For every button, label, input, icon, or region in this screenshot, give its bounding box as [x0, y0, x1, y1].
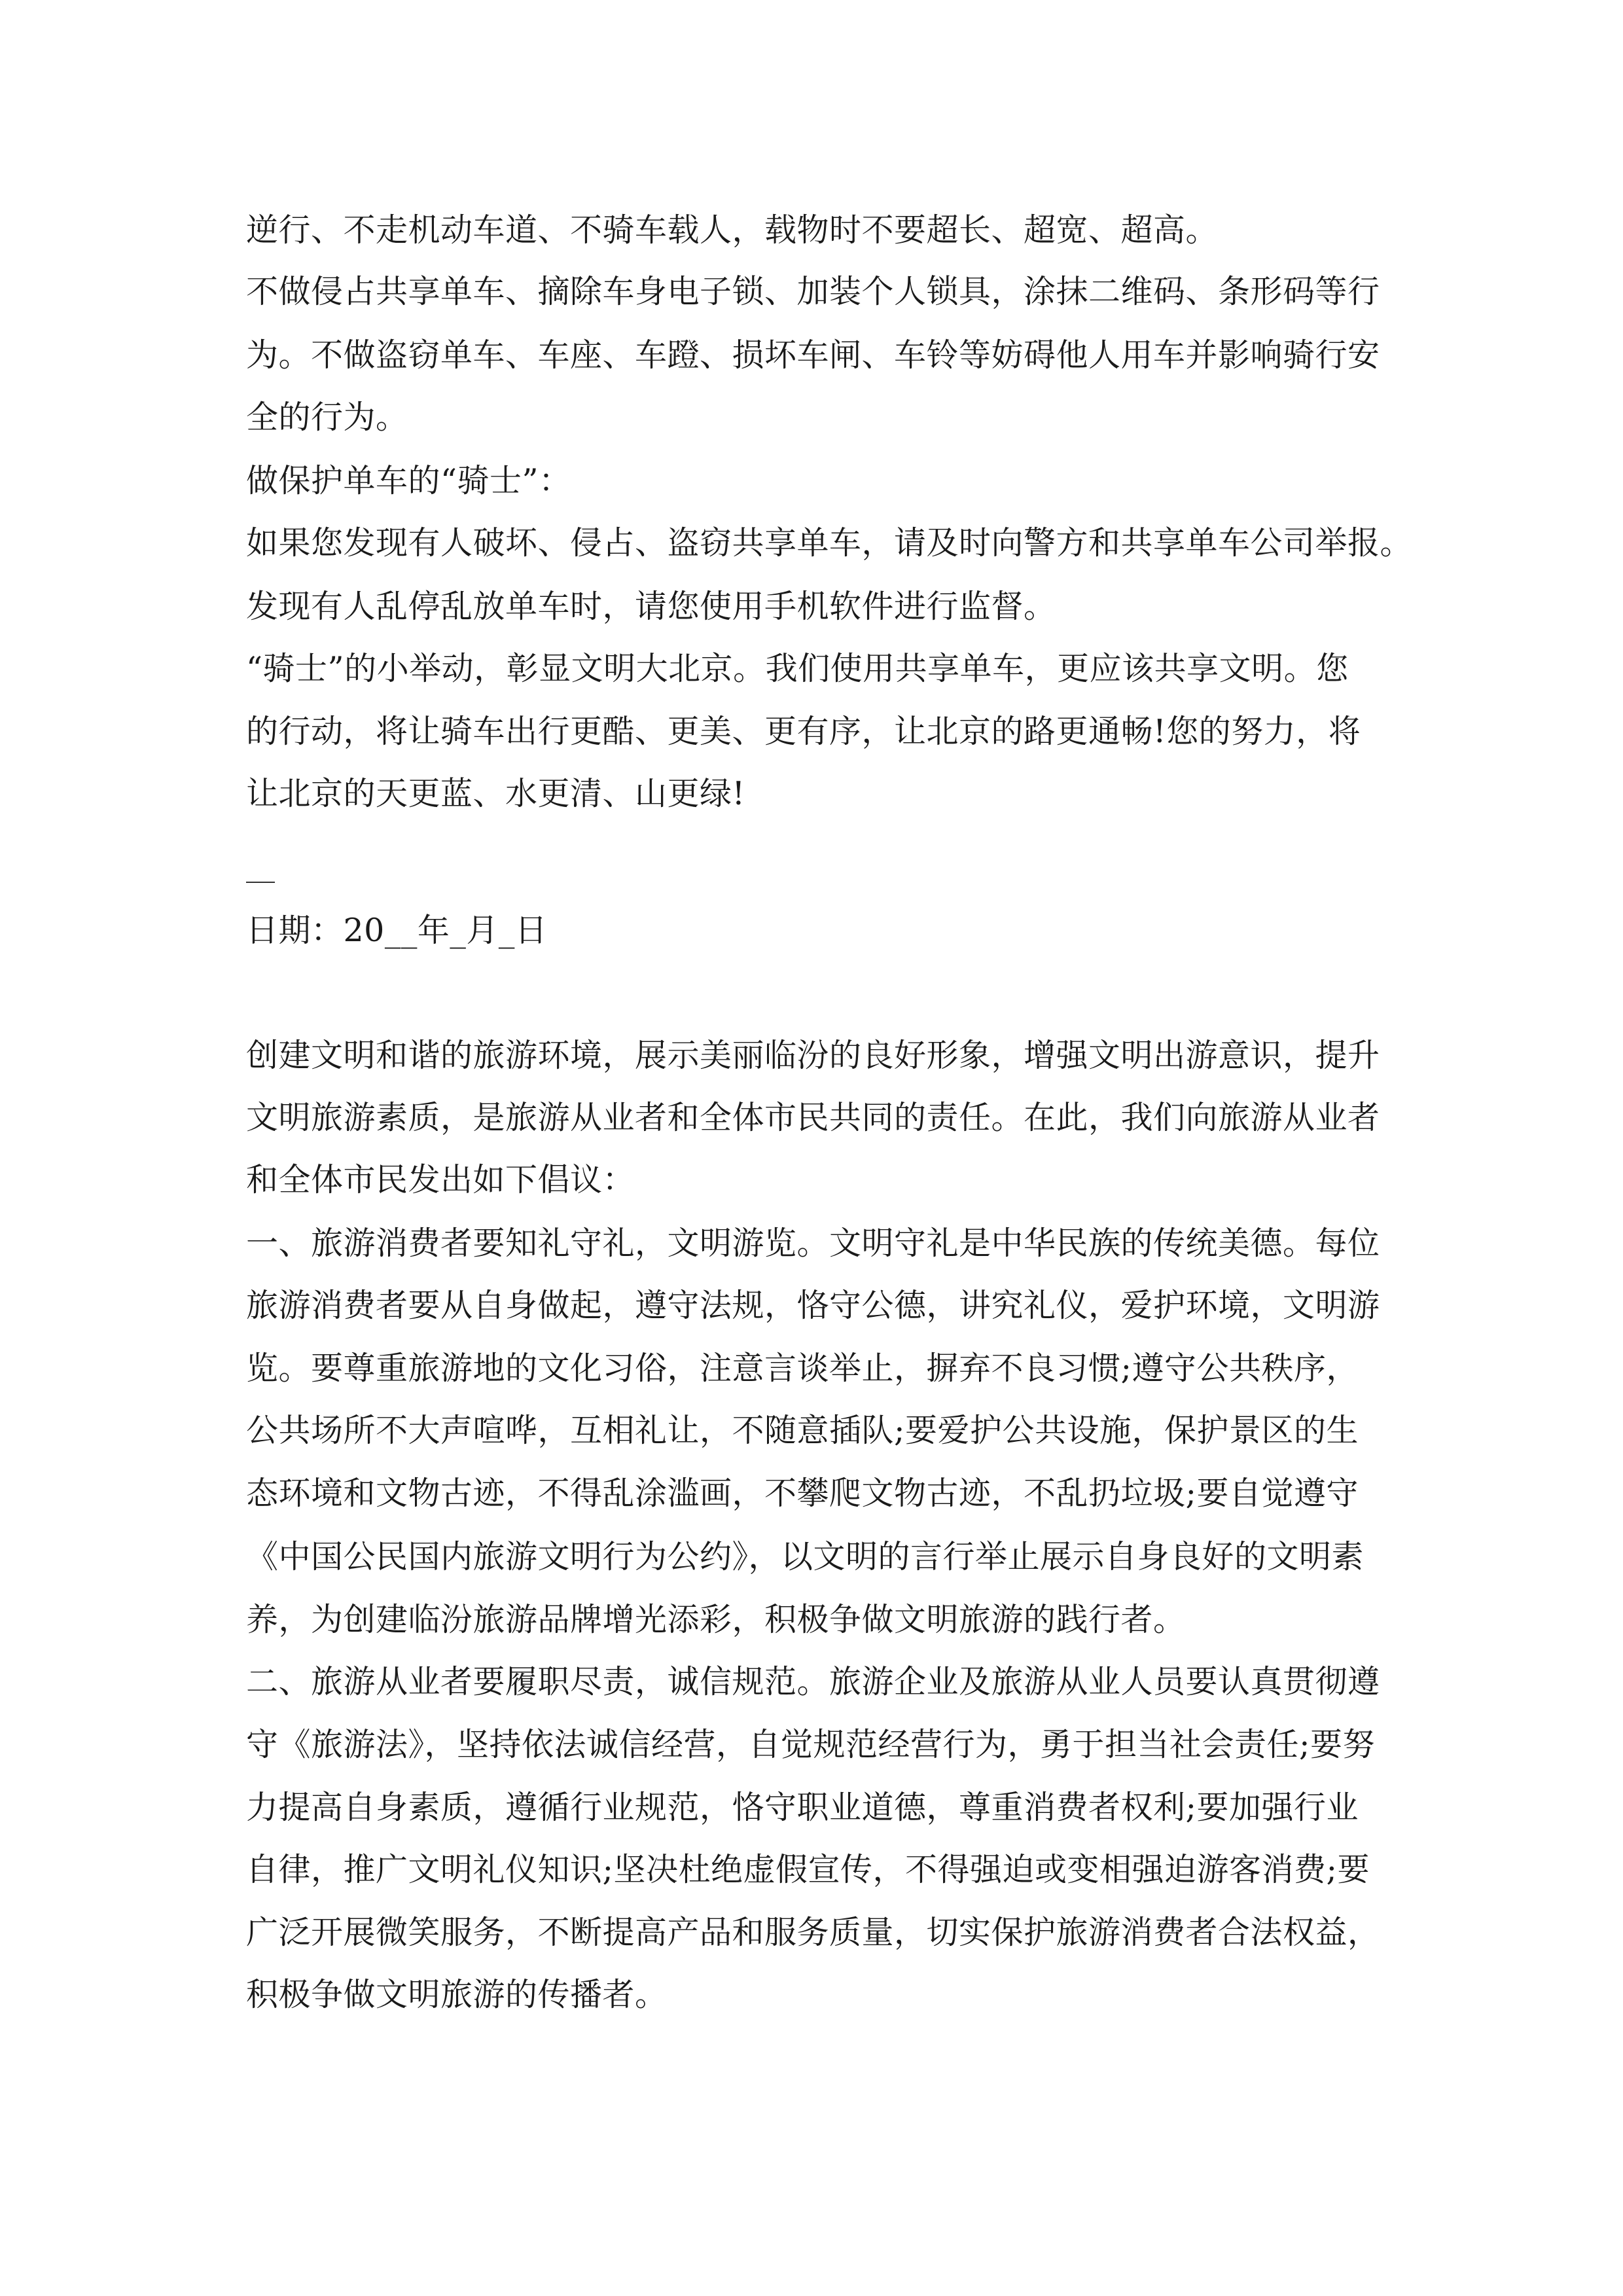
paragraph-line: 让北京的天更蓝、水更清、山更绿!: [246, 775, 745, 812]
paragraph-line: 养，为创建临汾旅游品牌增光添彩，积极争做文明旅游的践行者。: [246, 1601, 1186, 1638]
paragraph-line: 和全体市民发出如下倡议：: [246, 1161, 635, 1198]
paragraph-line: 的行动，将让骑车出行更酷、更美、更有序，让北京的路更通畅!您的努力，将: [246, 713, 1361, 750]
paragraph-line: 广泛开展微笑服务，不断提高产品和服务质量，切实保护旅游消费者合法权益，: [246, 1914, 1380, 1951]
paragraph-line: 览。要尊重旅游地的文化习俗，注意言谈举止，摒弃不良习惯;遵守公共秩序，: [246, 1350, 1359, 1387]
paragraph-line: 积极争做文明旅游的传播者。: [246, 1976, 668, 2013]
paragraph-line: 为。不做盗窃单车、车座、车蹬、损坏车闸、车铃等妨碍他人用车并影响骑行安: [246, 336, 1380, 374]
date-line: 日期：20__年_月_日: [246, 912, 548, 949]
paragraph-line: 文明旅游素质，是旅游从业者和全体市民共同的责任。在此，我们向旅游从业者: [246, 1099, 1380, 1136]
paragraph-line: 守《旅游法》，坚持依法诚信经营，自觉规范经营行为，勇于担当社会责任;要努: [246, 1726, 1376, 1763]
paragraph-line: 创建文明和谐的旅游环境，展示美丽临汾的良好形象，增强文明出游意识，提升: [246, 1037, 1380, 1074]
paragraph-line: “骑士”的小举动，彰显文明大北京。我们使用共享单车，更应该共享文明。您: [246, 650, 1349, 687]
paragraph-line: 公共场所不大声喧哗，互相礼让，不随意插队;要爱护公共设施，保护景区的生: [246, 1412, 1359, 1449]
paragraph-line: 自律，推广文明礼仪知识;坚决杜绝虚假宣传，不得强迫或变相强迫游客消费;要: [246, 1851, 1370, 1888]
paragraph-line: 一、旅游消费者要知礼守礼，文明游览。文明守礼是中华民族的传统美德。每位: [246, 1225, 1380, 1262]
paragraph-line: 态环境和文物古迹，不得乱涂滥画，不攀爬文物古迹，不乱扔垃圾;要自觉遵守: [246, 1475, 1359, 1512]
paragraph-line: 不做侵占共享单车、摘除车身电子锁、加装个人锁具，涂抹二维码、条形码等行: [246, 273, 1380, 310]
section-heading: 做保护单车的“骑士”：: [246, 462, 571, 499]
paragraph-line: 发现有人乱停乱放单车时，请您使用手机软件进行监督。: [246, 588, 1056, 625]
paragraph-line: 如果您发现有人破坏、侵占、盗窃共享单车，请及时向警方和共享单车公司举报。: [246, 524, 1413, 562]
paragraph-line: 力提高自身素质，遵循行业规范，恪守职业道德，尊重消费者权利;要加强行业: [246, 1789, 1359, 1826]
paragraph-line: 旅游消费者要从自身做起，遵守法规，恪守公德，讲究礼仪，爱护环境，文明游: [246, 1287, 1380, 1324]
paragraph-line: 逆行、不走机动车道、不骑车载人，载物时不要超长、超宽、超高。: [246, 211, 1219, 249]
paragraph-line: 二、旅游从业者要履职尽责，诚信规范。旅游企业及旅游从业人员要认真贯彻遵: [246, 1663, 1380, 1700]
paragraph-line: 《中国公民国内旅游文明行为公约》，以文明的言行举止展示自身良好的文明素: [246, 1538, 1364, 1575]
paragraph-line: 全的行为。: [246, 399, 408, 436]
separator-rule: [246, 882, 275, 883]
